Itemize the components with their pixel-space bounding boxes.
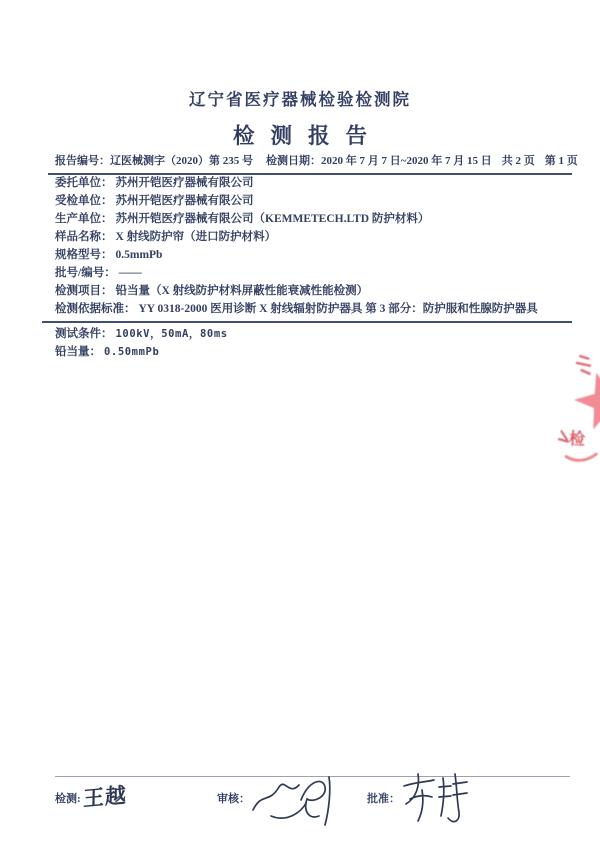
report-no-label: 报告编号： <box>55 155 110 167</box>
field-row-client: 委托单位： 苏州开铠医疗器械有限公司 <box>55 177 254 189</box>
approver-signature <box>396 768 474 832</box>
seal-graphic <box>552 336 600 468</box>
inspector-signature: 王越 <box>82 783 128 811</box>
field-row-spec-model: 规格型号： 0.5mmPb <box>55 249 163 261</box>
field-row-lead-equivalent: 铅当量： 0.50mmPb <box>55 346 160 358</box>
report-title-text: 检测报告 <box>232 124 383 148</box>
seal-star-icon <box>573 371 600 431</box>
approver-label: 批准： <box>367 793 400 805</box>
official-seal-fragment <box>552 336 600 468</box>
report-title <box>0 119 600 150</box>
test-date-label: 检测日期： <box>266 155 321 167</box>
report-meta-row <box>48 152 578 175</box>
report-no: 辽医械测字（2020）第 235 号 <box>110 155 253 167</box>
reviewer-label: 审核： <box>217 793 250 805</box>
pages-total: 共 2 页 <box>501 155 535 167</box>
field-row-test-item: 检测项目： 铅当量（X 射线防护材料屏蔽性能衰减性能检测） <box>55 285 369 297</box>
page-current: 第 1 页 <box>544 155 578 167</box>
test-date: 2020 年 7 月 7 日~2020 年 7 月 15 日 <box>321 155 492 167</box>
field-row-batch-no: 批号/编号： —— <box>55 267 142 279</box>
field-row-inspected-unit: 受检单位： 苏州开铠医疗器械有限公司 <box>55 195 254 207</box>
institute-name: 辽宁省医疗器械检验检测院 <box>189 90 411 109</box>
seal-arc <box>566 453 596 462</box>
seal-bottom-marks <box>559 431 569 441</box>
field-row-test-conditions: 测试条件： 100kV，50mA，80ms <box>55 328 228 340</box>
field-row-standard: 检测依据标准： YY 0318-2000 医用诊断 X 射线辐射防护器具 第 3 部分：防护服和性腺防护器具 <box>42 300 572 323</box>
seal-top-marks <box>577 356 591 374</box>
field-rows <box>48 174 572 361</box>
field-row-sample-name: 样品名称： X 射线防护帘（进口防护材料） <box>55 231 277 243</box>
field-row-manufacturer: 生产单位： 苏州开铠医疗器械有限公司（KEMMETECH.LTD 防护材料） <box>55 213 430 225</box>
inspector-label: 检测: <box>55 793 81 805</box>
seal-char: 检 <box>568 430 586 449</box>
reviewer-signature <box>248 770 352 830</box>
